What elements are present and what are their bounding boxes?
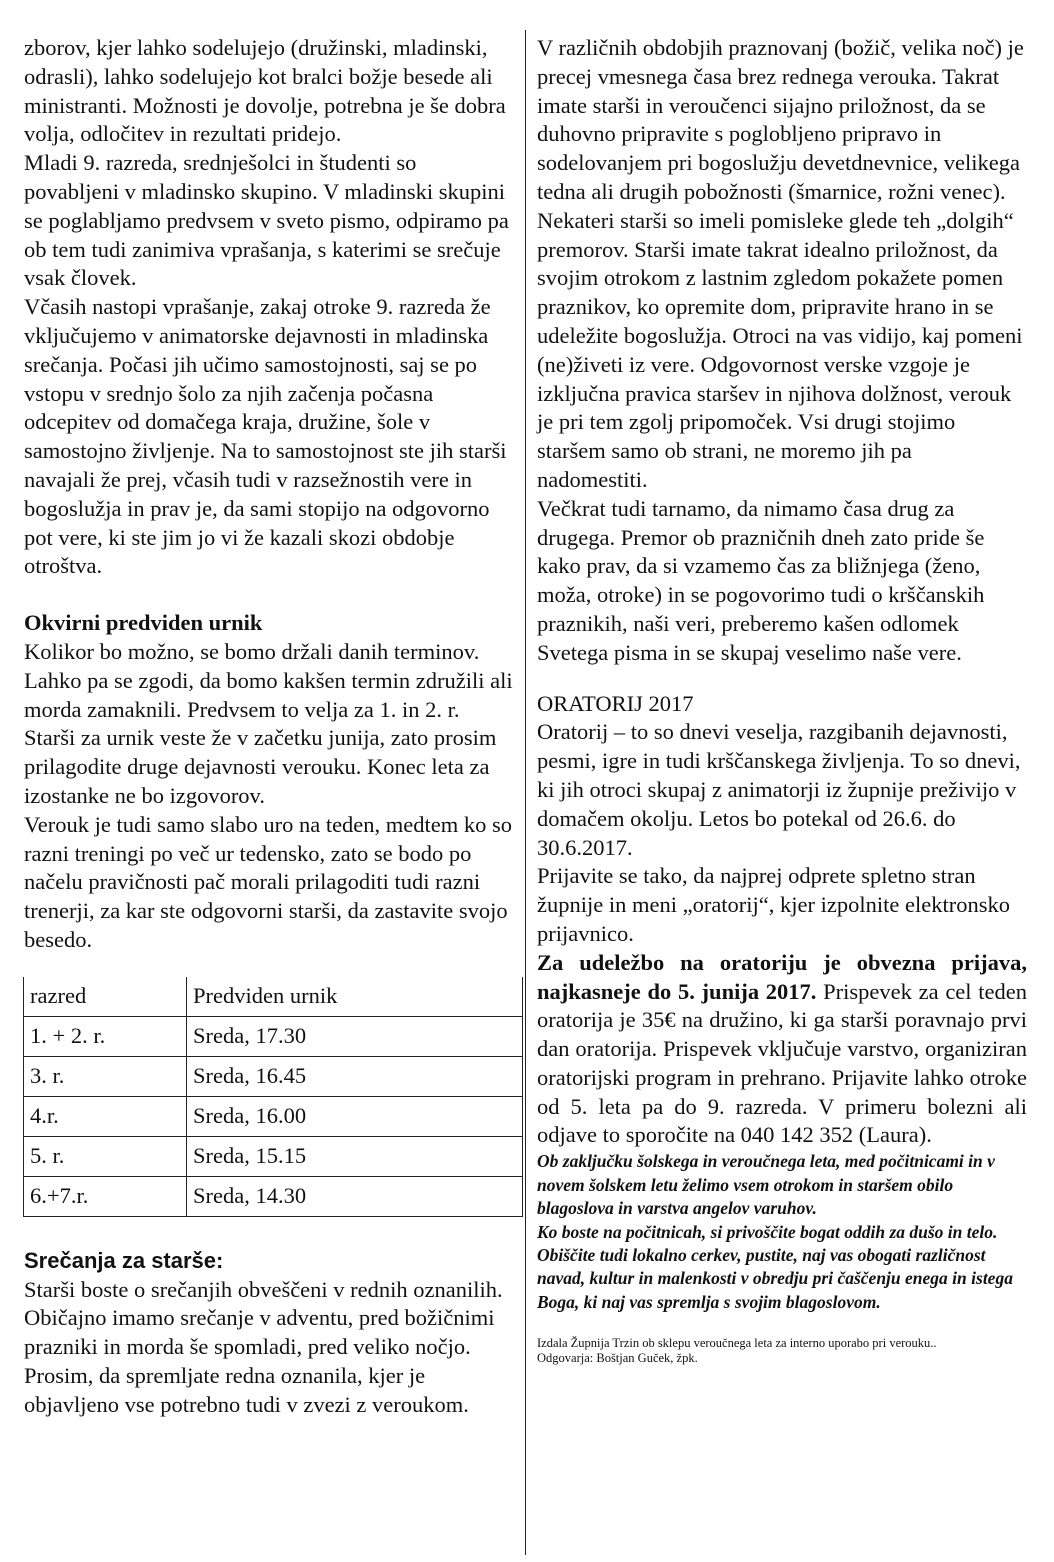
paragraph-time-together: Večkrat tudi tarnamo, da nimamo časa drug za drugega. Premor ob prazničnih dneh zato pride še kako prav, da si vzamemo čas za bližnjega (ženo, moža, otroke) in se pogovorimo tudi o krščanskih praznikih, naši veri, preberemo kašen odlomek Svetega pisma in se skupaj veselimo naše vere. [537, 495, 985, 665]
right-column [537, 34, 1027, 1366]
paragraph-choirs: zborov, kjer lahko sodelujejo (družinski, mladinski, odrasli), lahko sodelujejo kot bralci božje besede ali ministranti. Možnosti je dovolje, potrebna je še dobra volja, odločitev in rezultati pridejo. [24, 35, 506, 147]
table-header-grade: razred [24, 977, 187, 1017]
table-cell-time: Sreda, 14.30 [187, 1176, 523, 1216]
oratorij-fee-text: Prispevek za cel teden oratorija je 35€ na družino, ki ga starši poravnajo prvi dan oratorija. Prispevek vključuje varstvo, organiziran oratorijski program in prehrano. Prijavite lahko otroke od 5. leta pa do 9. razreda. V primeru bolezni ali odjave to sporočite na 040 142 352 (Laura). [537, 978, 1027, 1148]
paragraph-independence: Včasih nastopi vprašanje, zakaj otroke 9. razreda že vključujemo v animatorske dejavnosti in mladinska srečanja. Počasi jih učimo samostojnosti, saj se po vstopu v srednjo šolo za njih začenja počasna odcepitev od domačega kraja, družine, šole v samostojno življenje. Na to samostojnost ste jih starši navajali že prej, včasih tudi v razsežnostih vere in bogoslužja in prav je, da sami stopijo na odgovorno pot vere, ki ste jim jo vi že kazali skozi obdobje otroštva. [24, 294, 507, 579]
paragraph-oratorij-fee [537, 949, 1027, 1151]
table-cell-time: Sreda, 15.15 [187, 1136, 523, 1176]
paragraph-breaks: Nekateri starši so imeli pomisleke glede teh „dolgih“ premorov. Starši imate takrat idealno priložnost, da svojim otrokom z lastnim zgledom pokažete pomen praznikov, ko opremite dom, pripravite hrano in se udeležite bogoslužja. Otroci na vas vidijo, kaj pomeni (ne)živeti iz vere. Odgovornost verske vzgoje je izključna pravica staršev in njihova dolžnost, verouk je pri tem zgolj pripomoček. Vsi drugi stojimo staršem samo ob strani, ne moremo jih pa nadomestiti. [537, 207, 1023, 492]
holiday-wishes-text: Ko boste na počitnicah, si privoščite bogat oddih za dušo in telo. Obiščite tudi lokalno cerkev, pustite, naj vas obogati različnost navad, kultur in malenkosti v obredju pri čaščenju enega in istega Boga, ki naj vas spremlja s svojim blagoslovom. [537, 1221, 1013, 1312]
paragraph-oratorij-signup: Prijavite se tako, da najprej odprete spletno stran župnije in meni „oratorij“, kjer izpolnite elektronsko prijavnico. [537, 863, 1010, 946]
table-row [24, 1136, 523, 1176]
schedule-heading: Okvirni predviden urnik [24, 610, 263, 636]
paragraph-schedule-june: Starši za urnik veste že v začetku junija, zato prosim prilagodite druge dejavnosti verouku. Konec leta za izostanke ne bo izgovorov. [24, 725, 497, 808]
left-column [24, 34, 514, 1419]
paragraph-youth-group: Mladi 9. razreda, srednješolci in študenti so povabljeni v mladinsko skupino. V mladinski skupini se poglabljamo predvsem v sveto pismo, odpiramo pa ob tem tudi zanimiva vprašanja, s katerimi se srečuje vsak človek. [24, 150, 509, 291]
table-cell-grade: 5. r. [24, 1136, 187, 1176]
column-divider [525, 30, 526, 1555]
table-cell-time: Sreda, 16.45 [187, 1056, 523, 1096]
table-cell-time: Sreda, 16.00 [187, 1096, 523, 1136]
publisher-note: Izdala Župnija Trzin ob sklepu veroučnega leta za interno uporabo pri verouku.. [537, 1336, 937, 1351]
table-cell-time: Sreda, 17.30 [187, 1016, 523, 1056]
blessing-text: Ob zaključku šolskega in veroučnega leta, med počitnicami in v novem šolskem letu želimo vsem otrokom in staršem obilo blagoslova in varstva angelov varuhov. [537, 1151, 995, 1219]
parents-meetings-heading: Srečanja za starše: [24, 1247, 224, 1273]
table-header-row [24, 977, 523, 1017]
table-row [24, 1096, 523, 1136]
paragraph-holidays: V različnih obdobjih praznovanj (božič, velika noč) je precej vmesnega časa brez rednega verouka. Takrat imate starši in veroučenci sijajno priložnost, da se duhovno pripravite s poglobljeno pripravo in sodelovanjem pri bogoslužju devetdnevnice, velikega tedna ali drugih pobožnosti (šmarnice, rožni venec). [537, 35, 1024, 204]
schedule-table [23, 977, 523, 1217]
oratorij-title: ORATORIJ 2017 [537, 690, 694, 716]
table-cell-grade: 4.r. [24, 1096, 187, 1136]
table-row [24, 1176, 523, 1216]
table-cell-grade: 6.+7.r. [24, 1176, 187, 1216]
paragraph-schedule-note: Kolikor bo možno, se bomo držali danih terminov. Lahko pa se zgodi, da bomo kakšen termin združili ali morda zamaknili. Predvsem to velja za 1. in 2. r. [24, 638, 513, 722]
table-row [24, 1016, 523, 1056]
responsible-person: Odgovarja: Boštjan Guček, žpk. [537, 1351, 698, 1366]
paragraph-schedule-trainings: Verouk je tudi samo slabo uro na teden, medtem ko so razni treningi po več ur tedensko, zato se bodo po načelu pravičnosti pač morali prilagoditi tudi razni trenerji, za kar ste odgovorni starši, da zastavite svojo besedo. [24, 811, 513, 952]
table-row [24, 1056, 523, 1096]
oratorij-deadline: Za udeležbo na oratoriju je obvezna prijava, najkasneje do 5. junija 2017. [537, 949, 1027, 1004]
table-cell-grade: 3. r. [24, 1056, 187, 1096]
table-header-time: Predviden urnik [187, 977, 523, 1017]
paragraph-oratorij-intro: Oratorij – to so dnevi veselja, razgibanih dejavnosti, pesmi, igre in tudi krščanskega življenja. To so dnevi, ki jih otroci skupaj z animatorji iz župnije preživijo v domačem okolju. Letos bo potekal od 26.6. do 30.6.2017. [537, 719, 1021, 860]
paragraph-parents-meetings: Starši boste o srečanjih obveščeni v rednih oznanilih. Običajno imamo srečanje v adventu, pred božičnimi prazniki in morda še spomladi, pred veliko nočjo. Prosim, da spremljate redna oznanila, kjer je objavljeno vse potrebno tudi v zvezi z veroukom. [24, 1276, 503, 1417]
table-cell-grade: 1. + 2. r. [24, 1016, 187, 1056]
